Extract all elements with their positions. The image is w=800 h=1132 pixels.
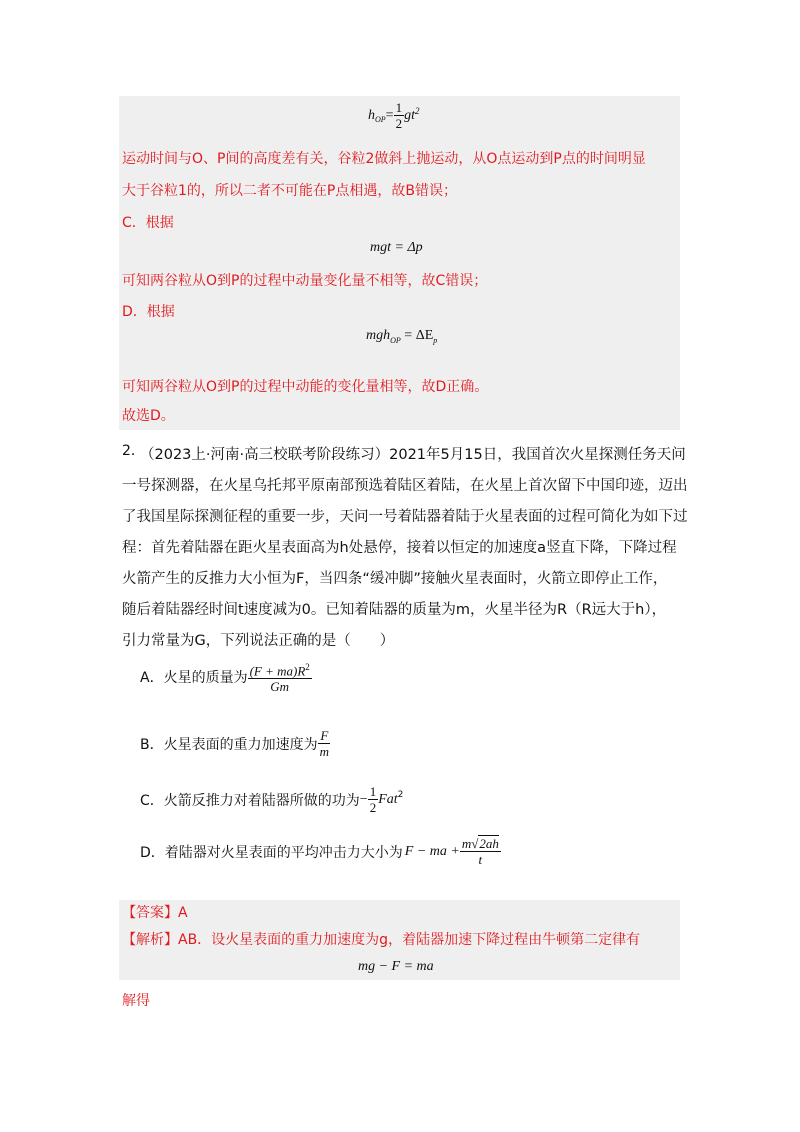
solve-label: 解得 [122,993,150,1009]
question-stem-body [122,471,688,657]
option-d-conclusion: 可知两谷粒从O到P的过程中动能的变化量相等，故D正确。 [122,379,489,395]
answer-line [122,902,188,924]
stem-line: （2023上·河南·高三校联考阶段练习）2021年5月15日，我国首次火星探测任务天问 [140,447,686,463]
option-d-label: D．根据 [122,304,175,320]
answer-value: A [178,905,188,921]
option-a[interactable]: A．火星的质量为 $\frac{(F + ma)R^2}{Gm}$ [140,662,310,695]
option-d[interactable]: D．着陆器对火星表面的平均冲击力大小为 F − ma + $\frac{m√2ah}{t}$ [140,836,499,867]
equation-h-op: h $_{OP}$ = $\frac{1}{2}$ gt $^2$ [368,100,420,131]
analysis-text: AB．设火星表面的重力加速度为g，着陆器加速下降过程由牛顿第二定律有 [178,932,641,948]
equation-energy: $mgh_{OP} = \Delta E_p$ [366,328,438,345]
stem-line: 了我国星际探测征程的重要一步，天问一号着陆器着陆于火星表面的过程可简化为如下过 [122,509,688,525]
question-stem [140,440,686,471]
stem-line: 引力常量为G，下列说法正确的是（ ） [122,633,395,649]
option-c-label: C．根据 [122,215,174,231]
analysis-line [122,929,640,951]
stem-line: 火箭产生的反推力大小恒为F，当四条“缓冲脚”接触火星表面时，火箭立即停止工作， [122,571,668,587]
solution-text-line: 运动时间与O、P间的高度差有关，谷粒2做斜上抛运动，从O点运动到P点的时间明显 [122,151,646,167]
solution-text-line: 大于谷粒1的，所以二者不可能在P点相遇，故B错误； [122,183,457,199]
stem-line: 一号探测器，在火星乌托邦平原南部预选着陆区着陆，在火星上首次留下中国印迹，迈出 [122,478,688,494]
equation-momentum: mgt = Δp [370,240,423,255]
final-choice: 故选D。 [122,408,175,424]
analysis-label: 【解析】 [122,932,178,948]
option-b[interactable]: B．火星表面的重力加速度为 $\frac{F}{m}$ [140,728,329,759]
option-c-conclusion: 可知两谷粒从O到P的过程中动量变化量不相等，故C错误； [122,273,488,289]
stem-line: 随后着陆器经时间t速度减为0。已知着陆器的质量为m，火星半径为R（R远大于h）， [122,602,667,618]
question-number: 2． [122,443,145,459]
answer-label: 【答案】 [122,905,178,921]
equation-newton: mg − F = ma [358,959,434,974]
stem-line: 程：首先着陆器在距火星表面高为h处悬停，接着以恒定的加速度a竖直下降，下降过程 [122,540,677,556]
option-c[interactable]: C．火箭反推力对着陆器所做的功为 − $\frac{1}{2}$ Fat $^2$ [140,784,404,815]
